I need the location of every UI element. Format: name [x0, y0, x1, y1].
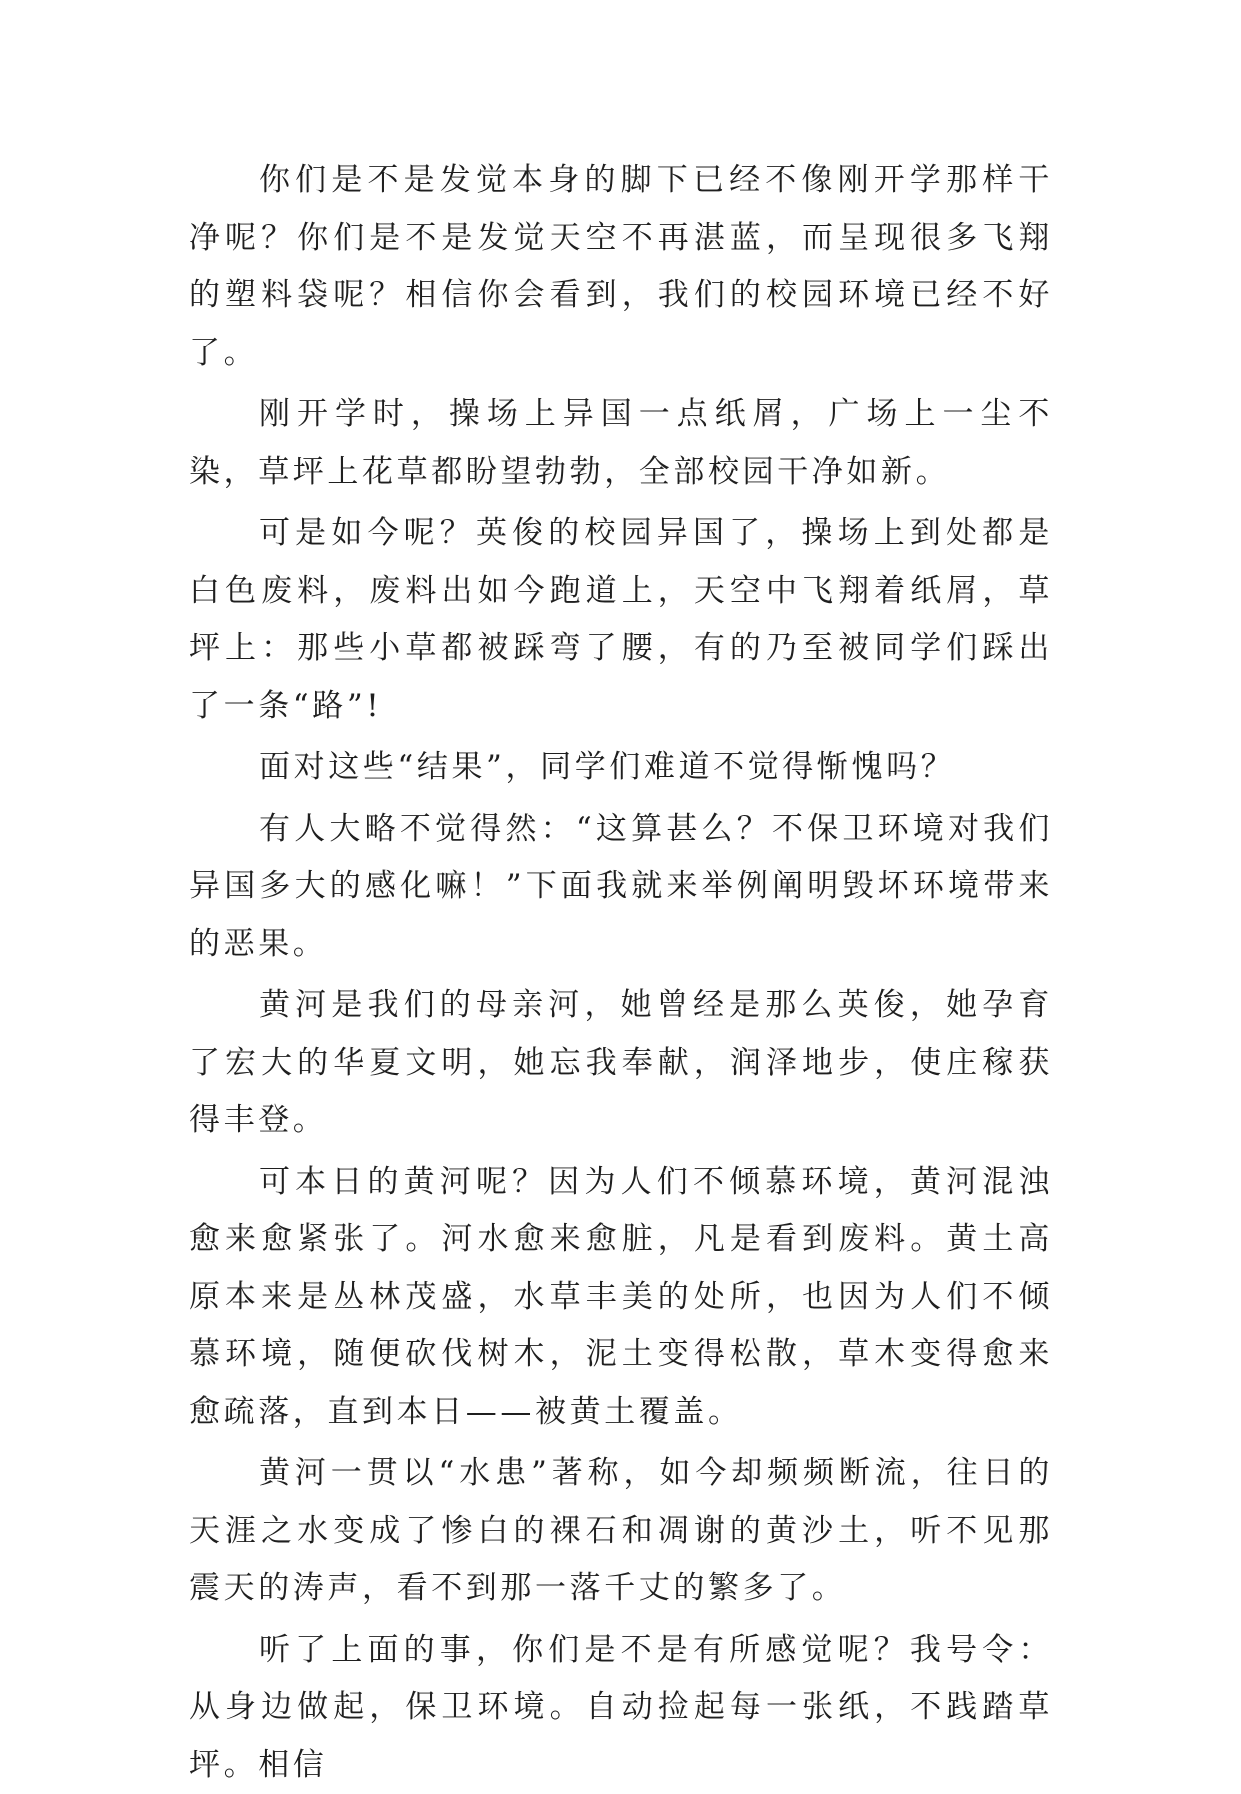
paragraph-8: 黄河一贯以“水患”著称，如今却频频断流，往日的天涯之水变成了惨白的裸石和凋谢的黄沙土，听不见那震天的涛声，看不到那一落千丈的繁多了。 — [189, 1445, 1053, 1618]
paragraph-1: 你们是不是发觉本身的脚下已经不像刚开学那样干净呢？你们是不是发觉天空不再湛蓝，而呈现很多飞翔的塑料袋呢？相信你会看到，我们的校园环境已经不好了。 — [189, 152, 1053, 382]
paragraph-7: 可本日的黄河呢？因为人们不倾慕环境，黄河混浊愈来愈紧张了。河水愈来愈脏，凡是看到废料。黄土高原本来是丛林茂盛，水草丰美的处所，也因为人们不倾慕环境，随便砍伐树木，泥土变得松散，草木变得愈来愈疏落，直到本日——被黄土覆盖。 — [189, 1154, 1053, 1442]
paragraph-9: 听了上面的事，你们是不是有所感觉呢？我号令：从身边做起，保卫环境。自动捡起每一张纸，不践踏草坪。相信 — [189, 1622, 1053, 1794]
document-body — [189, 152, 1053, 1794]
paragraph-4: 面对这些“结果”，同学们难道不觉得惭愧吗？ — [189, 739, 1053, 797]
paragraph-2: 刚开学时，操场上异国一点纸屑，广场上一尘不染，草坪上花草都盼望勃勃，全部校园干净如新。 — [189, 386, 1053, 501]
paragraph-6: 黄河是我们的母亲河，她曾经是那么英俊，她孕育了宏大的华夏文明，她忘我奉献，润泽地步，使庄稼获得丰登。 — [189, 977, 1053, 1150]
paragraph-5: 有人大略不觉得然：“这算甚么？不保卫环境对我们异国多大的感化嘛！”下面我就来举例阐明毁坏环境带来的恶果。 — [189, 801, 1053, 974]
paragraph-3: 可是如今呢？英俊的校园异国了，操场上到处都是白色废料，废料出如今跑道上，天空中飞翔着纸屑，草坪上：那些小草都被踩弯了腰，有的乃至被同学们踩出了一条“路”! — [189, 505, 1053, 735]
